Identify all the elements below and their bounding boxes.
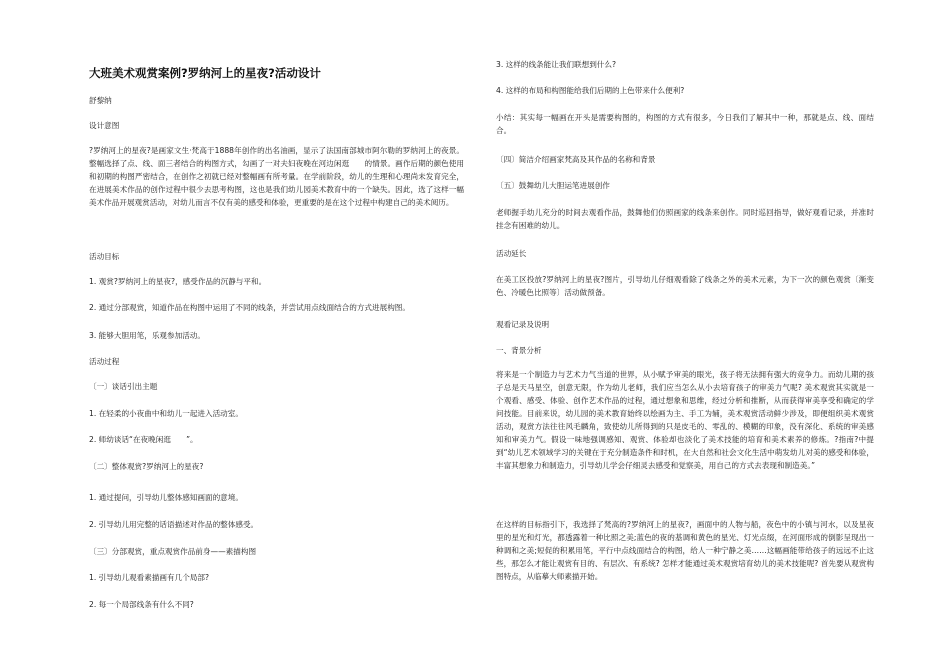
background-paragraph: 将来是一个制造力与艺术力气当道的世界，从小赋予审美的眼光，孩子将无法拥有强大的竞争力。而幼儿期的孩子总是天马星空，创意无限，作为幼儿老师，我们应当怎么从小去培育孩子的审美力气呢? 美术观赏其实就是一个观看、感受、体验、创作艺术作品的过程，通过想象和思维，经过分析和推断，从而获得审美享受和确定的学问技能。目前来说，幼儿园的美术教育始终以绘画为主、手工为辅，美术观赏活动鲜少涉及，即便组织美术观赏活动，观赏方法往往风毛麟角，致使幼儿所得到的只是皮毛的、零乱的、模糊的印象，没有深化、系统的审美感知和审美力气。假设一味地强调感知、观赏、体验却也淡化了美术技能的培育和美术素养的修炼。?指南?中提到“幼儿艺术领域学习的关键在于充分制造条件和时机，在大自然和社会文化生活中萌发幼儿对美的感受和体验，丰富其想象力和制造力，引导幼儿学会仔细灵去感受和觉察美，用自己的方式去表现和制造美。”: [496, 370, 874, 471]
extension-paragraph: 在美工区投放?罗纳河上的星夜?图片，引导幼儿仔细观看除了线条之外的美术元素，为下一次的颜色观赏〔渐变色、冷暖色比照等〕活动做预备。: [496, 275, 874, 298]
step-1-heading: 〔一〕谈话引出主题: [89, 382, 158, 391]
step-5-paragraph: 老师握手幼儿充分的时间去观看作品，鼓舞他们仿照画家的线条来创作。同时巡回指导，做好观看记录，并准时挂念有困难的幼儿。: [496, 208, 874, 231]
step-3-item-b: 2. 每一个局部线条有什么不同?: [89, 600, 194, 609]
step-2-item-b: 2. 引导幼儿用完整的话语描述对作品的整体感受。: [89, 520, 259, 529]
process-heading: 活动过程: [89, 357, 120, 366]
step-1-item-a: 1. 在轻柔的小夜曲中和幼儿一起进入活动室。: [89, 409, 243, 418]
background-heading: 一、背景分析: [496, 346, 542, 355]
question-3: 3. 这样的线条能让我们联想到什么?: [496, 60, 617, 69]
step-2-item-a: 1. 通过提问，引导幼儿整体感知画面的意境。: [89, 493, 243, 502]
extension-heading: 活动延长: [496, 249, 527, 258]
summary-paragraph: 小结：其实每一幅画在开头是需要构图的，构图的方式有很多，今日我们了解其中一种，那就是点、线、面结合。: [496, 113, 874, 136]
target-paragraph: 在这样的目标指引下，我选择了梵高的?罗纳河上的星夜?，画面中的人物与船，夜色中的小镇与河水，以及星夜里的星光和灯光，都透露着一种比照之美;蓝色的夜的基调和黄色的星光、灯光点缀，在河面形成的倒影呈现出一种调和之美;短促的积累用笔，平行中点线面结合的构图，给人一种宁静之美……这幅画能带给孩子的远远不止这些，那怎么才能让观赏有目的、有层次、有系统? 怎样才能通过美术观赏培育幼儿的美术技能呢? 首先要从观赏构图特点，从临摹大师素描开始。: [496, 520, 874, 582]
design-intent-paragraph: ?罗纳河上的星夜?是画家文生·梵高于1888年创作的出名油画，显示了法国南部城市阿尔勒的罗纳河上的夜景。整幅选择了点、线、面三者结合的构图方式，勾画了一对夫妇夜晚在河边闲逛 的情景。画作后期的颜色使用和初期的构图严密结合，在创作之初就已经对整幅画有所考量。在学前阶段，幼儿的生理和心理尚未发育完全，在进展美术作品的创作过程中很少去思考构图，这也是我们幼儿园美术教育中的一个缺失。因此，选了这样一幅美术作品开展观赏活动，对幼儿而言不仅有美的感受和体验，更重要的是在这个过程中构建自己的美术阅历。: [89, 146, 464, 208]
document-title: 大班美术观赏案例?罗纳河上的星夜?活动设计: [89, 66, 321, 80]
design-intent-heading: 设计意图: [89, 121, 120, 130]
step-3-item-a: 1. 引导幼儿观看素描画有几个局部?: [89, 573, 210, 582]
record-heading: 观看记录及说明: [496, 320, 550, 329]
goal-item-1: 1. 观赏?罗纳河上的星夜?，感受作品的沉静与平和。: [89, 277, 267, 286]
step-1-item-b: 2. 师幼谈话“在夜晚闲逛 ”。: [89, 435, 198, 444]
step-2-heading: 〔二〕整体观赏?罗纳河上的星夜?: [89, 462, 204, 471]
goal-item-2: 2. 通过分部观赏，知道作品在构图中运用了不同的线条，并尝试用点线面结合的方式进展构图。: [89, 303, 410, 312]
step-3-heading: 〔三〕分部观赏，重点观赏作品前身——素描构图: [89, 547, 257, 556]
question-4: 4. 这样的布局和构图能给我们后期的上色带来什么便利?: [496, 86, 685, 95]
step-4-heading: 〔四〕简洁介绍画家梵高及其作品的名称和背景: [496, 155, 656, 164]
step-5-heading: 〔五〕鼓舞幼儿大胆运笔进展创作: [496, 181, 610, 190]
goals-heading: 活动目标: [89, 252, 120, 261]
author-name: 舒黎纳: [89, 96, 112, 105]
goal-item-3: 3. 能够大胆用笔，乐观参加活动。: [89, 331, 205, 340]
